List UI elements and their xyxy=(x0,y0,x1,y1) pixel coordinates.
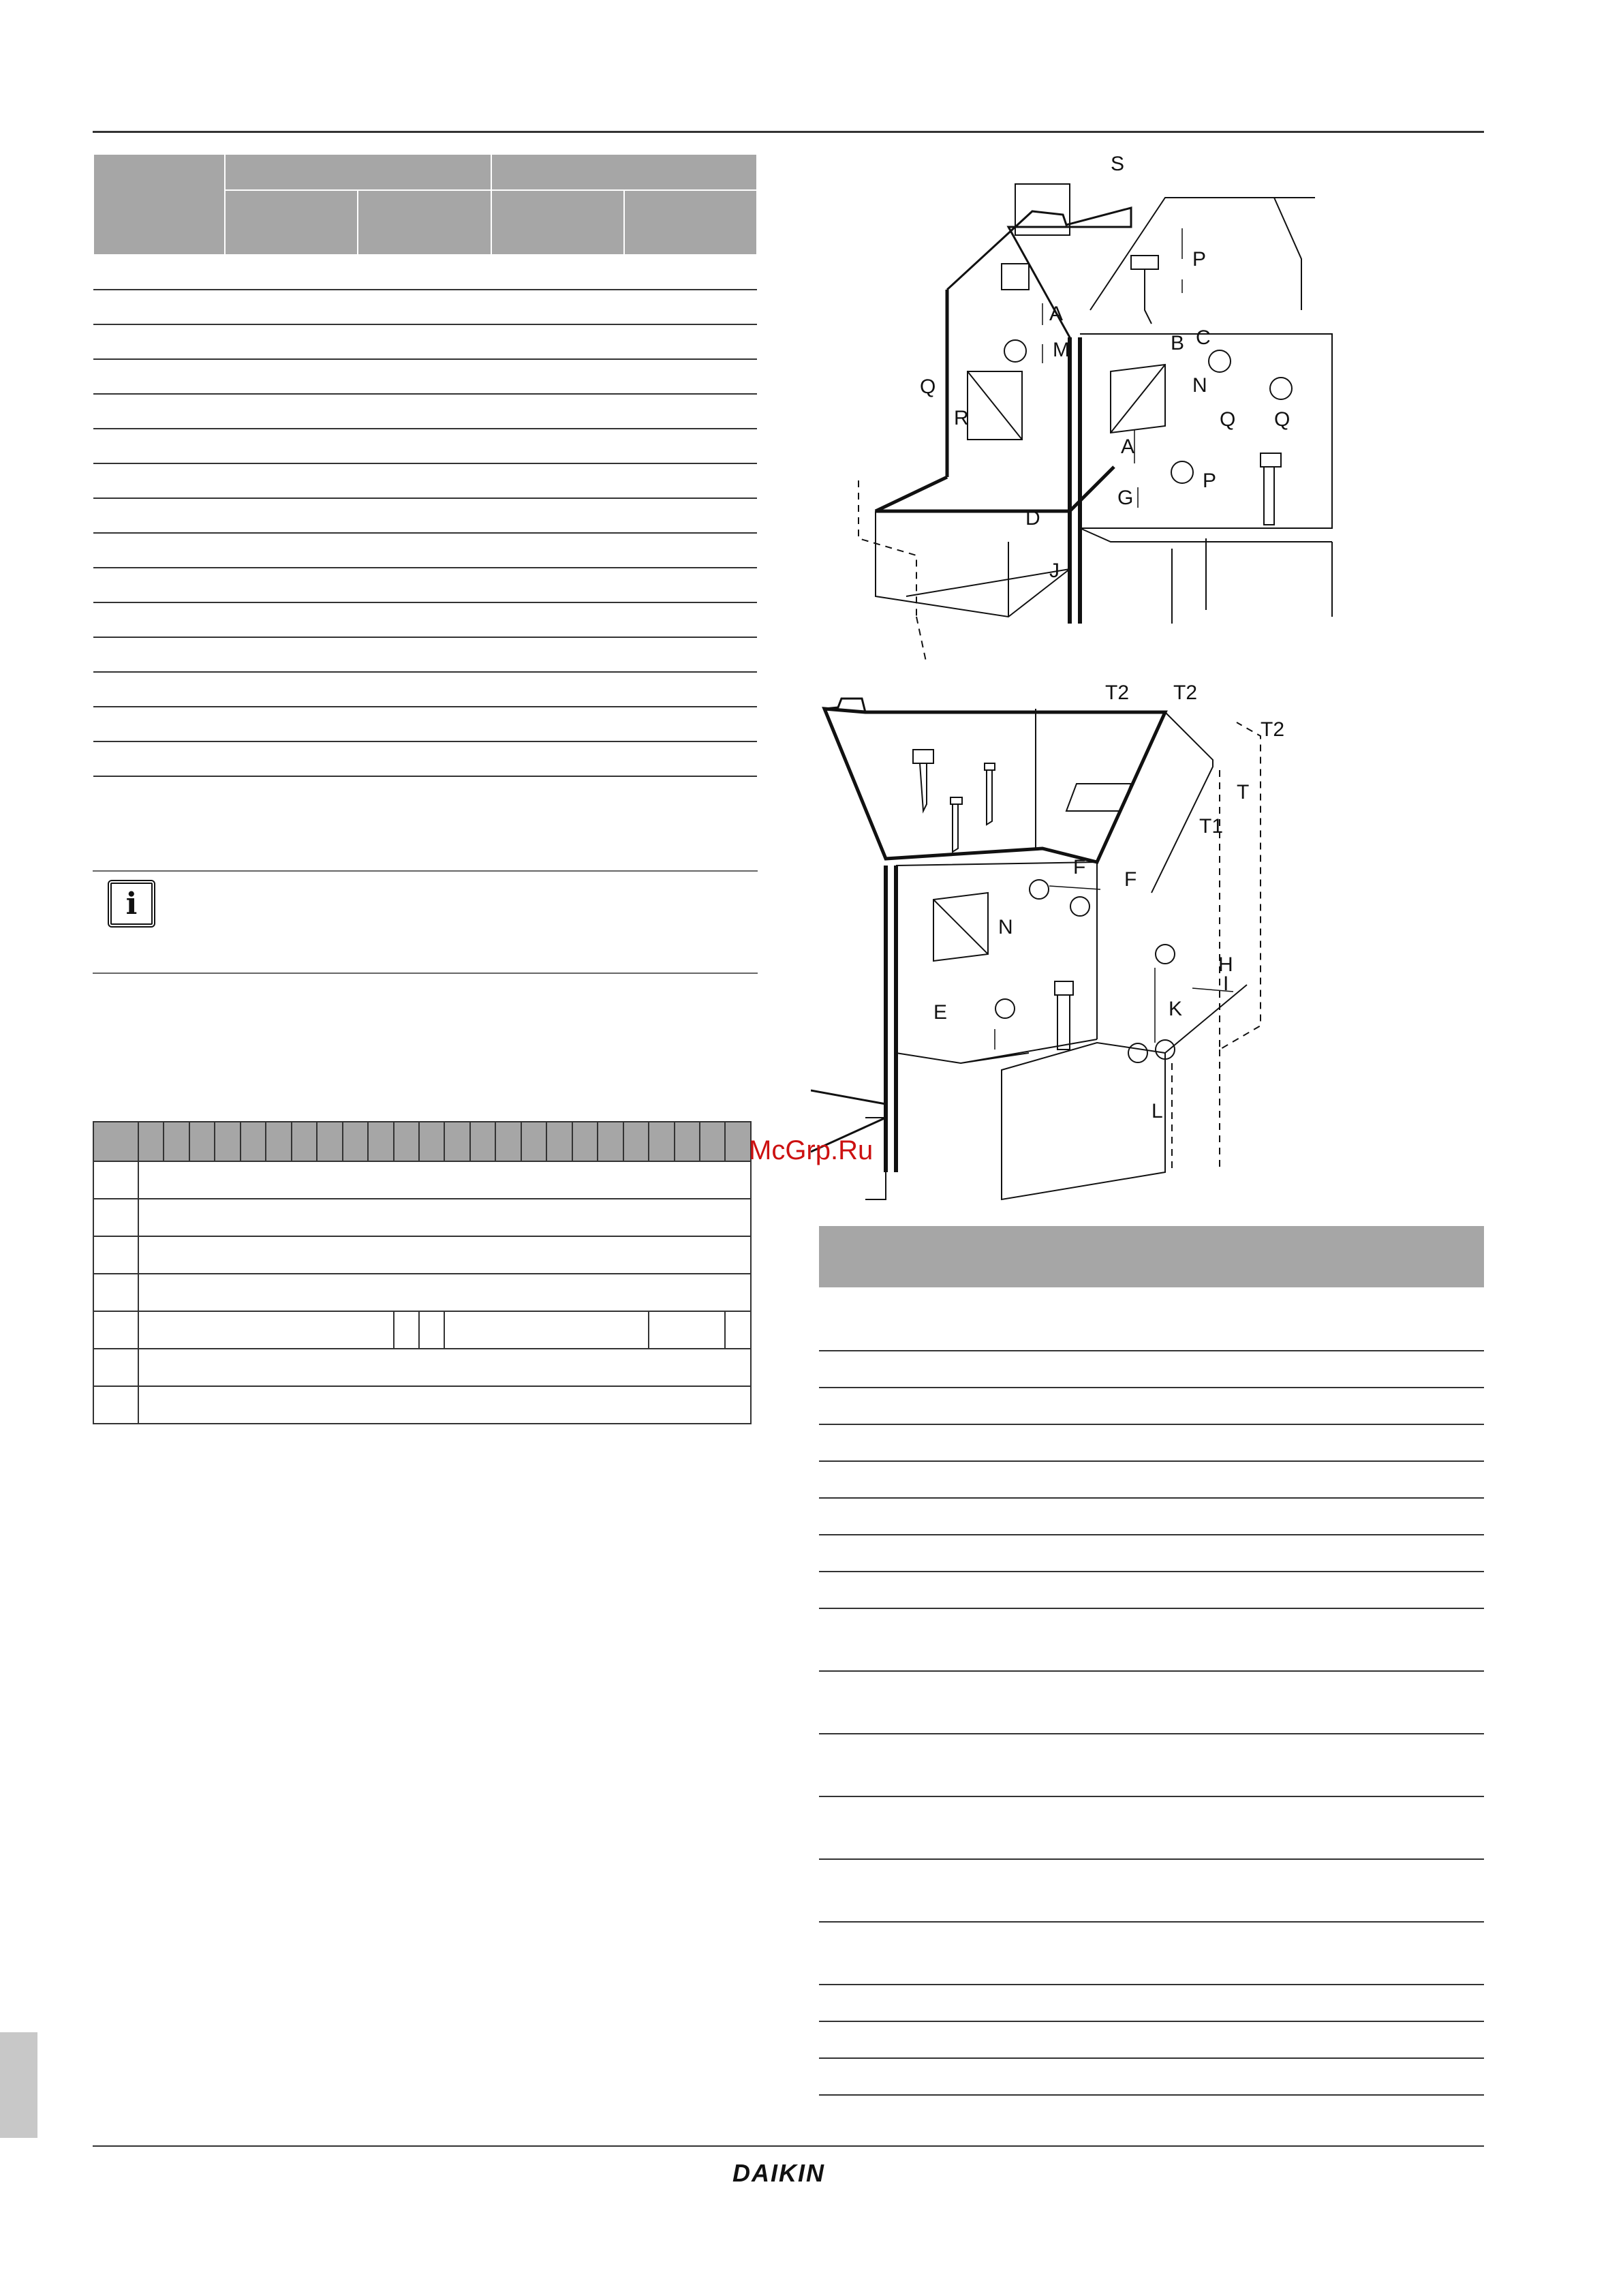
table-cell xyxy=(225,707,358,741)
table-row xyxy=(93,533,757,568)
table-cell xyxy=(358,290,491,324)
table-cell xyxy=(819,1351,918,1388)
table-row xyxy=(93,1274,751,1311)
table-cell xyxy=(918,1535,1320,1572)
house-clearance-diagram-top xyxy=(811,147,1342,678)
dimension-labels xyxy=(933,682,1284,1122)
table-cell xyxy=(93,324,225,359)
table-cell xyxy=(368,1122,393,1161)
table-row xyxy=(93,741,757,776)
table-cell xyxy=(495,1122,521,1161)
dimension-label: Q xyxy=(1274,408,1290,431)
table-cell xyxy=(918,1351,1320,1388)
table-row xyxy=(819,2021,1484,2058)
table-cell xyxy=(1320,1351,1484,1388)
table-cell xyxy=(225,637,358,672)
table-row xyxy=(93,1349,751,1386)
clearance-table xyxy=(93,153,758,777)
table-cell xyxy=(819,1985,918,2021)
table-header-cell xyxy=(491,154,758,190)
table-cell xyxy=(624,533,757,568)
table-cell xyxy=(358,672,491,707)
dimension-label: N xyxy=(998,916,1013,938)
table-cell xyxy=(1320,1671,1484,1734)
table-row xyxy=(93,290,757,324)
table-cell xyxy=(1320,1461,1484,1498)
table-row xyxy=(819,1461,1484,1498)
table-cell xyxy=(819,1734,918,1796)
dimension-label: L xyxy=(1151,1100,1163,1122)
dimension-label: P xyxy=(1192,248,1207,271)
table-cell xyxy=(918,1796,1320,1859)
table-cell xyxy=(93,255,225,290)
table-cell xyxy=(138,1311,394,1349)
table-header-cell xyxy=(624,190,757,255)
chapter-tab xyxy=(0,2032,37,2138)
table-cell xyxy=(394,1122,419,1161)
table-cell xyxy=(521,1122,546,1161)
table-cell xyxy=(1320,1608,1484,1671)
dimension-label: P xyxy=(1203,470,1217,492)
table-row xyxy=(93,359,757,394)
table-cell xyxy=(419,1311,444,1349)
table-cell xyxy=(918,1461,1320,1498)
table-row xyxy=(93,602,757,637)
table-cell xyxy=(491,359,624,394)
table-cell xyxy=(138,1349,751,1386)
table-cell xyxy=(358,568,491,602)
dimension-label: T2 xyxy=(1173,682,1198,704)
table-cell xyxy=(1320,2021,1484,2058)
table-row xyxy=(93,255,757,290)
dimension-label: B xyxy=(1171,332,1185,354)
table-body xyxy=(819,1288,1484,2095)
table-cell xyxy=(394,1311,419,1349)
table-cell xyxy=(918,1734,1320,1796)
table-cell xyxy=(491,255,624,290)
table-row xyxy=(819,1288,1484,1351)
table-cell xyxy=(93,463,225,498)
table-cell xyxy=(292,1122,317,1161)
table-cell xyxy=(358,602,491,637)
table-row xyxy=(93,498,757,533)
dimension-label: G xyxy=(1117,487,1134,509)
table-cell xyxy=(358,707,491,741)
table-cell xyxy=(93,1349,138,1386)
table-cell xyxy=(918,2058,1320,2095)
table-cell xyxy=(343,1122,368,1161)
table-row xyxy=(819,1388,1484,1424)
table-cell xyxy=(93,359,225,394)
table-row xyxy=(93,1161,751,1199)
table-cell xyxy=(819,1461,918,1498)
table-cell xyxy=(1320,1572,1484,1608)
table-cell xyxy=(624,429,757,463)
table-cell xyxy=(918,1288,1320,1351)
table-cell xyxy=(215,1122,240,1161)
table-cell xyxy=(93,394,225,429)
table-cell xyxy=(1320,1859,1484,1922)
table-cell xyxy=(93,568,225,602)
table-cell xyxy=(93,1122,138,1161)
table-cell xyxy=(225,533,358,568)
table-row xyxy=(93,1386,751,1424)
table-cell xyxy=(358,741,491,776)
table-header-cell xyxy=(1320,1225,1484,1288)
table-cell xyxy=(819,1796,918,1859)
table-row xyxy=(819,1985,1484,2021)
dimension-label: J xyxy=(1049,560,1060,582)
dimension-label: A xyxy=(1049,303,1064,325)
table-cell xyxy=(546,1122,572,1161)
table-cell xyxy=(819,1608,918,1671)
dimension-label: F xyxy=(1124,868,1137,891)
table-cell xyxy=(93,1386,138,1424)
dimension-label: A xyxy=(1121,435,1135,458)
table-cell xyxy=(819,1388,918,1424)
table-cell xyxy=(225,290,358,324)
table-header-cell xyxy=(819,1225,918,1288)
table-cell xyxy=(918,2021,1320,2058)
table-cell xyxy=(819,1572,918,1608)
table-row xyxy=(819,1859,1484,1922)
table-row xyxy=(93,637,757,672)
table-header-cell xyxy=(225,154,491,190)
table-cell xyxy=(93,533,225,568)
table-cell xyxy=(358,498,491,533)
table-cell xyxy=(649,1311,725,1349)
table-cell xyxy=(918,1608,1320,1671)
table-cell xyxy=(624,394,757,429)
table-header-cell xyxy=(225,190,358,255)
table-row xyxy=(93,672,757,707)
table-cell xyxy=(138,1236,751,1274)
table-cell xyxy=(819,1859,918,1922)
table-cell xyxy=(624,290,757,324)
table-cell xyxy=(358,533,491,568)
table-cell xyxy=(93,290,225,324)
table-cell xyxy=(491,568,624,602)
dimension-label: D xyxy=(1025,507,1040,530)
table-row xyxy=(819,1796,1484,1859)
dimension-label: E xyxy=(933,1001,948,1024)
table-cell xyxy=(358,255,491,290)
table-row xyxy=(819,1351,1484,1388)
table-cell xyxy=(819,1535,918,1572)
table-cell xyxy=(624,463,757,498)
table-cell xyxy=(819,1922,918,1985)
table-cell xyxy=(138,1386,751,1424)
table-cell xyxy=(725,1311,751,1349)
dimension-label: Q xyxy=(1220,408,1236,431)
table-cell xyxy=(93,741,225,776)
table-cell xyxy=(189,1122,215,1161)
table-cell xyxy=(819,1498,918,1535)
table-cell xyxy=(624,602,757,637)
table-cell xyxy=(225,602,358,637)
table-cell xyxy=(93,637,225,672)
table-cell xyxy=(675,1122,700,1161)
table-cell xyxy=(624,324,757,359)
table-cell xyxy=(93,498,225,533)
table-row xyxy=(93,568,757,602)
table-cell xyxy=(624,707,757,741)
table-cell xyxy=(1320,1388,1484,1424)
table-body xyxy=(93,255,757,776)
table-row xyxy=(93,463,757,498)
dimension-label: T2 xyxy=(1105,682,1130,704)
table-cell xyxy=(225,463,358,498)
table-cell xyxy=(623,1122,649,1161)
table-cell xyxy=(918,1922,1320,1985)
dimension-labels xyxy=(920,153,1290,582)
dimension-label: Q xyxy=(920,376,936,398)
table-cell xyxy=(918,1671,1320,1734)
table-cell xyxy=(918,1985,1320,2021)
table-cell xyxy=(491,672,624,707)
table-cell xyxy=(819,1424,918,1461)
table-row xyxy=(819,1498,1484,1535)
table-cell xyxy=(93,1161,138,1199)
table-cell xyxy=(491,637,624,672)
table-cell xyxy=(491,463,624,498)
table-cell xyxy=(624,498,757,533)
table-cell xyxy=(491,707,624,741)
table-cell xyxy=(225,498,358,533)
table-cell xyxy=(1320,1288,1484,1351)
table-header-cell xyxy=(93,154,225,255)
table-cell xyxy=(918,1859,1320,1922)
dimension-label: T1 xyxy=(1199,815,1224,838)
table-cell xyxy=(419,1122,444,1161)
table-cell xyxy=(624,637,757,672)
table-cell xyxy=(572,1122,598,1161)
table-cell xyxy=(819,2058,918,2095)
table-cell xyxy=(491,324,624,359)
table-header-cell xyxy=(491,190,624,255)
legend-table xyxy=(819,1225,1484,2096)
table-cell xyxy=(624,741,757,776)
table-cell xyxy=(819,2021,918,2058)
table-cell xyxy=(358,463,491,498)
table-cell xyxy=(93,707,225,741)
table-row xyxy=(93,1311,751,1349)
table-cell xyxy=(225,741,358,776)
table-cell xyxy=(358,394,491,429)
table-row xyxy=(93,1236,751,1274)
table-cell xyxy=(93,1274,138,1311)
table-cell xyxy=(624,359,757,394)
table-cell xyxy=(225,568,358,602)
table-cell xyxy=(725,1122,751,1161)
table-cell xyxy=(241,1122,266,1161)
dimension-label: T xyxy=(1237,781,1250,803)
table-cell xyxy=(491,394,624,429)
table-cell xyxy=(598,1122,623,1161)
table-cell xyxy=(1320,1922,1484,1985)
table-cell xyxy=(1320,1424,1484,1461)
table-cell xyxy=(444,1122,469,1161)
table-row xyxy=(93,1122,751,1161)
table-cell xyxy=(470,1122,495,1161)
dimension-label: C xyxy=(1196,326,1211,349)
table-body xyxy=(93,1122,751,1424)
house-clearance-diagram-bottom xyxy=(811,682,1342,1213)
table-cell xyxy=(93,1311,138,1349)
table-cell xyxy=(225,255,358,290)
table-row xyxy=(93,429,757,463)
table-row xyxy=(93,324,757,359)
table-cell xyxy=(918,1498,1320,1535)
footer-rule xyxy=(93,2145,1484,2147)
table-cell xyxy=(624,568,757,602)
table-row xyxy=(93,1199,751,1236)
table-cell xyxy=(93,1199,138,1236)
dimension-label: H xyxy=(1218,953,1233,976)
dimension-label: M xyxy=(1053,339,1070,361)
dimension-label: R xyxy=(954,407,969,429)
table-cell xyxy=(819,1671,918,1734)
watermark: McGrp.Ru xyxy=(749,1135,874,1165)
table-cell xyxy=(491,429,624,463)
info-note xyxy=(93,870,758,974)
table-cell xyxy=(266,1122,291,1161)
table-row xyxy=(819,1535,1484,1572)
table-cell xyxy=(225,359,358,394)
table-cell xyxy=(918,1388,1320,1424)
table-cell xyxy=(491,602,624,637)
table-row xyxy=(819,1922,1484,1985)
table-cell xyxy=(444,1311,649,1349)
table-cell xyxy=(819,1288,918,1351)
table-cell xyxy=(1320,1796,1484,1859)
table-cell xyxy=(358,359,491,394)
brand-logo: DAIKIN xyxy=(732,2159,825,2187)
header-rule xyxy=(93,131,1484,133)
table-cell xyxy=(700,1122,725,1161)
table-cell xyxy=(358,324,491,359)
table-cell xyxy=(93,1236,138,1274)
table-row xyxy=(819,1424,1484,1461)
dimension-label: K xyxy=(1169,998,1183,1020)
table-cell xyxy=(225,394,358,429)
table-cell xyxy=(1320,1734,1484,1796)
table-row xyxy=(819,1671,1484,1734)
table-cell xyxy=(1320,1985,1484,2021)
table-cell xyxy=(225,324,358,359)
table-cell xyxy=(138,1199,751,1236)
table-cell xyxy=(491,498,624,533)
table-header-cell xyxy=(358,190,491,255)
table-cell xyxy=(491,741,624,776)
table-row xyxy=(93,707,757,741)
table-cell xyxy=(491,533,624,568)
table-cell xyxy=(93,429,225,463)
dimension-label: F xyxy=(1073,856,1086,878)
table-cell xyxy=(164,1122,189,1161)
table-header-cell xyxy=(918,1225,1320,1288)
table-cell xyxy=(93,672,225,707)
table-cell xyxy=(225,672,358,707)
table-cell xyxy=(138,1122,164,1161)
table-cell xyxy=(1320,1498,1484,1535)
table-cell xyxy=(491,290,624,324)
table-row xyxy=(819,1572,1484,1608)
table-cell xyxy=(138,1161,751,1199)
table-cell xyxy=(358,429,491,463)
info-icon: i xyxy=(108,880,155,928)
table-cell xyxy=(624,255,757,290)
table-cell xyxy=(624,672,757,707)
table-row xyxy=(819,2058,1484,2095)
code-table xyxy=(93,1121,752,1424)
table-cell xyxy=(649,1122,674,1161)
table-cell xyxy=(918,1572,1320,1608)
table-cell xyxy=(1320,2058,1484,2095)
dimension-label: S xyxy=(1111,153,1125,175)
table-cell xyxy=(93,602,225,637)
table-cell xyxy=(918,1424,1320,1461)
dimension-label: N xyxy=(1192,374,1207,397)
dimension-label: T2 xyxy=(1261,718,1285,741)
table-cell xyxy=(317,1122,342,1161)
table-cell xyxy=(138,1274,751,1311)
table-row xyxy=(819,1734,1484,1796)
table-row xyxy=(819,1608,1484,1671)
table-cell xyxy=(358,637,491,672)
dimension-label: I xyxy=(1223,973,1229,995)
table-cell xyxy=(225,429,358,463)
table-row xyxy=(93,394,757,429)
table-cell xyxy=(1320,1535,1484,1572)
